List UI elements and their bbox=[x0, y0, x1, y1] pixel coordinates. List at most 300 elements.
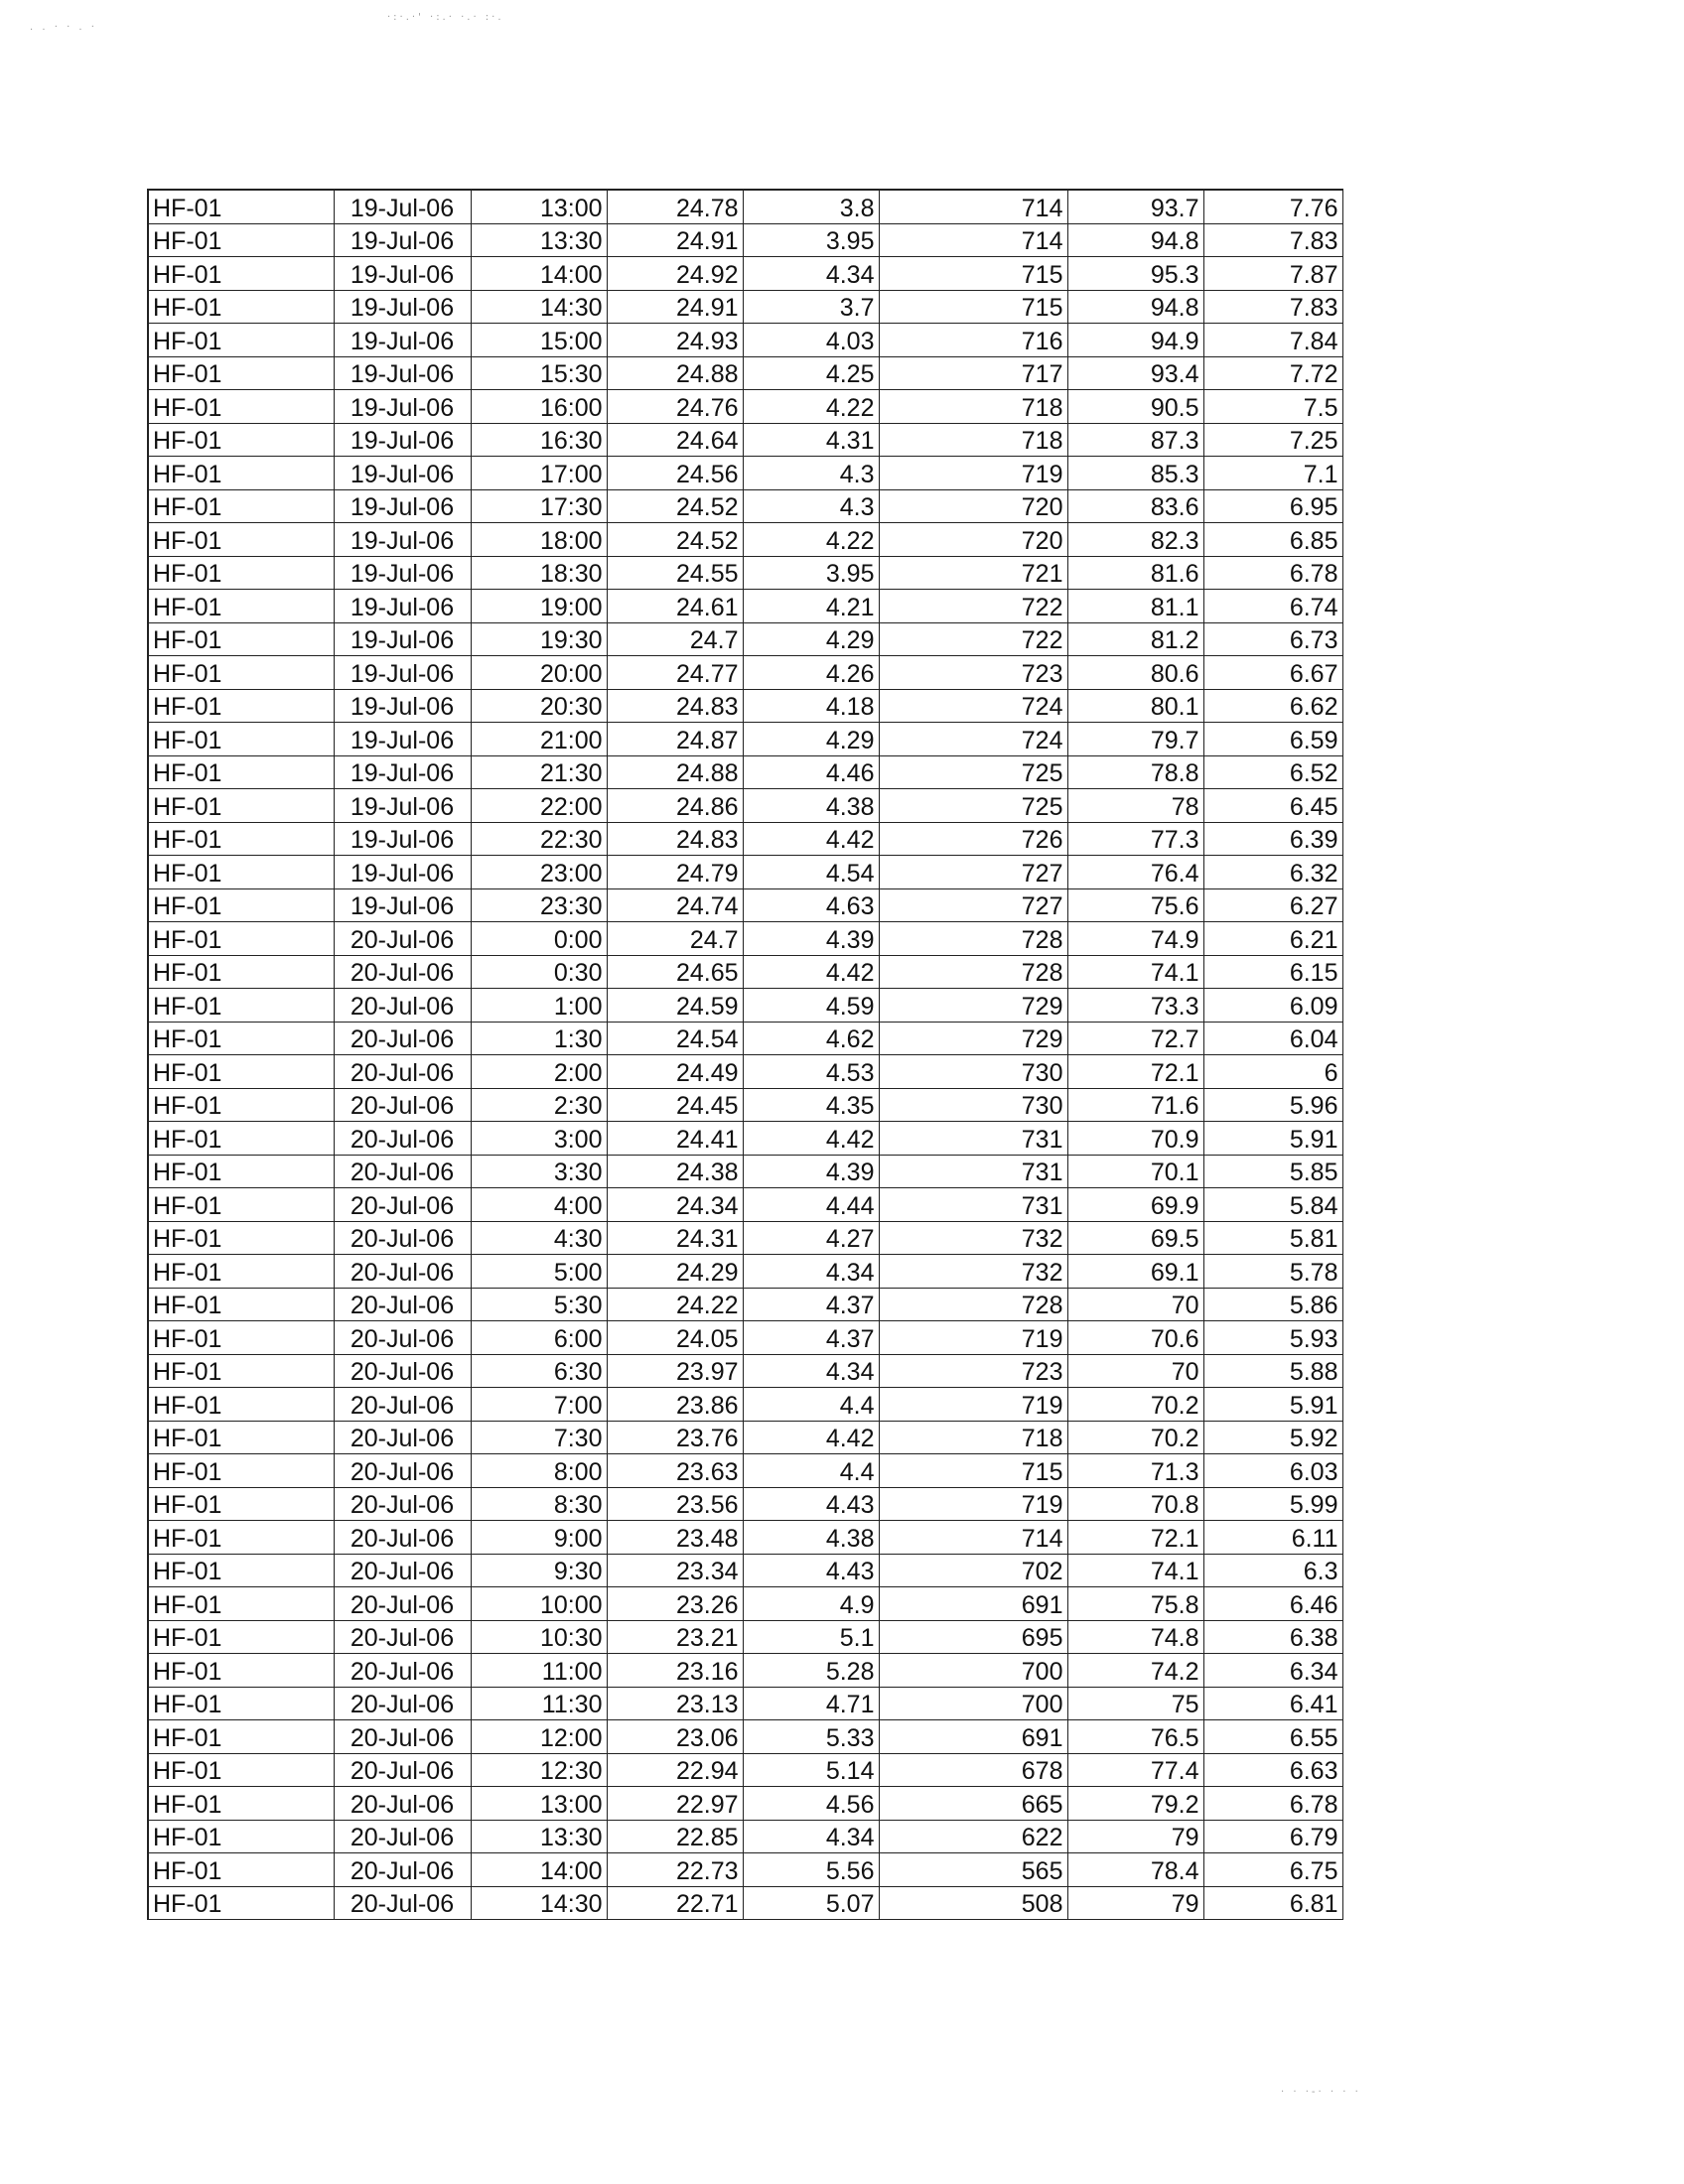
date-cell: 19-Jul-06 bbox=[334, 423, 471, 457]
value-5-cell: 5.99 bbox=[1203, 1487, 1342, 1521]
value-3-cell: 731 bbox=[879, 1188, 1067, 1222]
station-id-cell: HF-01 bbox=[148, 1554, 334, 1587]
value-2-cell: 4.56 bbox=[743, 1787, 879, 1821]
value-4-cell: 69.5 bbox=[1067, 1221, 1203, 1255]
value-1-cell: 23.76 bbox=[607, 1421, 743, 1454]
value-5-cell: 5.81 bbox=[1203, 1221, 1342, 1255]
value-5-cell: 5.92 bbox=[1203, 1421, 1342, 1454]
value-3-cell: 730 bbox=[879, 1055, 1067, 1089]
date-cell: 19-Jul-06 bbox=[334, 356, 471, 390]
value-2-cell: 4.43 bbox=[743, 1554, 879, 1587]
value-3-cell: 724 bbox=[879, 689, 1067, 723]
table-row bbox=[148, 390, 1342, 424]
value-1-cell: 24.87 bbox=[607, 723, 743, 756]
table-row bbox=[148, 622, 1342, 656]
value-3-cell: 717 bbox=[879, 356, 1067, 390]
value-1-cell: 22.73 bbox=[607, 1853, 743, 1887]
value-2-cell: 4.4 bbox=[743, 1454, 879, 1488]
value-3-cell: 731 bbox=[879, 1155, 1067, 1188]
value-4-cell: 70.2 bbox=[1067, 1388, 1203, 1422]
value-2-cell: 4.42 bbox=[743, 822, 879, 856]
value-1-cell: 23.34 bbox=[607, 1554, 743, 1587]
value-4-cell: 80.6 bbox=[1067, 656, 1203, 690]
date-cell: 19-Jul-06 bbox=[334, 689, 471, 723]
value-3-cell: 732 bbox=[879, 1221, 1067, 1255]
station-id-cell: HF-01 bbox=[148, 1753, 334, 1787]
value-3-cell: 716 bbox=[879, 324, 1067, 357]
value-3-cell: 715 bbox=[879, 290, 1067, 324]
value-5-cell: 6.41 bbox=[1203, 1687, 1342, 1720]
value-4-cell: 70.9 bbox=[1067, 1122, 1203, 1156]
value-2-cell: 4.37 bbox=[743, 1321, 879, 1355]
time-cell: 16:00 bbox=[471, 390, 607, 424]
station-id-cell: HF-01 bbox=[148, 822, 334, 856]
date-cell: 20-Jul-06 bbox=[334, 922, 471, 956]
value-1-cell: 24.88 bbox=[607, 755, 743, 789]
value-2-cell: 4.46 bbox=[743, 755, 879, 789]
value-1-cell: 24.79 bbox=[607, 856, 743, 889]
time-cell: 2:00 bbox=[471, 1055, 607, 1089]
value-5-cell: 6.62 bbox=[1203, 689, 1342, 723]
date-cell: 19-Jul-06 bbox=[334, 489, 471, 523]
value-3-cell: 725 bbox=[879, 755, 1067, 789]
value-2-cell: 5.28 bbox=[743, 1654, 879, 1688]
table-row bbox=[148, 856, 1342, 889]
value-5-cell: 6 bbox=[1203, 1055, 1342, 1089]
time-cell: 13:30 bbox=[471, 223, 607, 257]
value-2-cell: 4.25 bbox=[743, 356, 879, 390]
table-row bbox=[148, 1155, 1342, 1188]
value-2-cell: 4.22 bbox=[743, 390, 879, 424]
value-4-cell: 78.4 bbox=[1067, 1853, 1203, 1887]
value-1-cell: 24.52 bbox=[607, 523, 743, 557]
time-cell: 4:00 bbox=[471, 1188, 607, 1222]
station-id-cell: HF-01 bbox=[148, 324, 334, 357]
table-row bbox=[148, 1554, 1342, 1587]
value-5-cell: 6.34 bbox=[1203, 1654, 1342, 1688]
time-cell: 0:00 bbox=[471, 922, 607, 956]
value-3-cell: 726 bbox=[879, 822, 1067, 856]
value-4-cell: 70.6 bbox=[1067, 1321, 1203, 1355]
value-3-cell: 725 bbox=[879, 789, 1067, 823]
table-row bbox=[148, 1055, 1342, 1089]
table-row bbox=[148, 888, 1342, 922]
value-2-cell: 4.62 bbox=[743, 1022, 879, 1055]
station-id-cell: HF-01 bbox=[148, 622, 334, 656]
value-2-cell: 5.14 bbox=[743, 1753, 879, 1787]
station-id-cell: HF-01 bbox=[148, 656, 334, 690]
station-id-cell: HF-01 bbox=[148, 523, 334, 557]
value-5-cell: 6.03 bbox=[1203, 1454, 1342, 1488]
value-2-cell: 4.44 bbox=[743, 1188, 879, 1222]
table-row bbox=[148, 1255, 1342, 1289]
value-4-cell: 76.4 bbox=[1067, 856, 1203, 889]
value-1-cell: 23.56 bbox=[607, 1487, 743, 1521]
value-3-cell: 702 bbox=[879, 1554, 1067, 1587]
station-id-cell: HF-01 bbox=[148, 390, 334, 424]
station-id-cell: HF-01 bbox=[148, 689, 334, 723]
value-1-cell: 24.29 bbox=[607, 1255, 743, 1289]
table-row bbox=[148, 723, 1342, 756]
value-1-cell: 23.21 bbox=[607, 1620, 743, 1654]
value-3-cell: 718 bbox=[879, 423, 1067, 457]
table-row bbox=[148, 257, 1342, 291]
station-id-cell: HF-01 bbox=[148, 1421, 334, 1454]
value-5-cell: 5.88 bbox=[1203, 1354, 1342, 1388]
value-1-cell: 24.49 bbox=[607, 1055, 743, 1089]
table-row bbox=[148, 1421, 1342, 1454]
value-4-cell: 82.3 bbox=[1067, 523, 1203, 557]
value-1-cell: 24.83 bbox=[607, 822, 743, 856]
value-2-cell: 4.3 bbox=[743, 457, 879, 490]
value-2-cell: 4.42 bbox=[743, 955, 879, 989]
value-1-cell: 23.26 bbox=[607, 1587, 743, 1621]
value-3-cell: 720 bbox=[879, 489, 1067, 523]
value-3-cell: 719 bbox=[879, 457, 1067, 490]
table-row bbox=[148, 324, 1342, 357]
date-cell: 19-Jul-06 bbox=[334, 390, 471, 424]
time-cell: 14:00 bbox=[471, 257, 607, 291]
value-2-cell: 5.1 bbox=[743, 1620, 879, 1654]
value-4-cell: 72.1 bbox=[1067, 1521, 1203, 1555]
date-cell: 20-Jul-06 bbox=[334, 1753, 471, 1787]
date-cell: 20-Jul-06 bbox=[334, 1321, 471, 1355]
scan-noise: ·:·.·' ·:.· ·.· :·. bbox=[387, 12, 504, 23]
time-cell: 23:30 bbox=[471, 888, 607, 922]
table-row bbox=[148, 822, 1342, 856]
date-cell: 20-Jul-06 bbox=[334, 1654, 471, 1688]
value-5-cell: 7.25 bbox=[1203, 423, 1342, 457]
station-id-cell: HF-01 bbox=[148, 1122, 334, 1156]
date-cell: 20-Jul-06 bbox=[334, 1886, 471, 1920]
date-cell: 19-Jul-06 bbox=[334, 556, 471, 590]
time-cell: 11:00 bbox=[471, 1654, 607, 1688]
date-cell: 20-Jul-06 bbox=[334, 1088, 471, 1122]
value-1-cell: 24.52 bbox=[607, 489, 743, 523]
value-2-cell: 3.95 bbox=[743, 223, 879, 257]
value-5-cell: 6.45 bbox=[1203, 789, 1342, 823]
time-cell: 7:30 bbox=[471, 1421, 607, 1454]
station-id-cell: HF-01 bbox=[148, 723, 334, 756]
value-3-cell: 665 bbox=[879, 1787, 1067, 1821]
table-row bbox=[148, 1321, 1342, 1355]
value-3-cell: 719 bbox=[879, 1388, 1067, 1422]
table-row bbox=[148, 356, 1342, 390]
value-2-cell: 4.59 bbox=[743, 989, 879, 1023]
value-1-cell: 24.91 bbox=[607, 290, 743, 324]
table-row bbox=[148, 1587, 1342, 1621]
station-id-cell: HF-01 bbox=[148, 1787, 334, 1821]
value-3-cell: 622 bbox=[879, 1820, 1067, 1853]
time-cell: 3:30 bbox=[471, 1155, 607, 1188]
time-cell: 3:00 bbox=[471, 1122, 607, 1156]
table-row bbox=[148, 457, 1342, 490]
value-1-cell: 22.71 bbox=[607, 1886, 743, 1920]
time-cell: 20:30 bbox=[471, 689, 607, 723]
station-id-cell: HF-01 bbox=[148, 1321, 334, 1355]
value-5-cell: 7.1 bbox=[1203, 457, 1342, 490]
date-cell: 20-Jul-06 bbox=[334, 1687, 471, 1720]
value-5-cell: 6.95 bbox=[1203, 489, 1342, 523]
table-row bbox=[148, 1620, 1342, 1654]
value-4-cell: 95.3 bbox=[1067, 257, 1203, 291]
time-cell: 19:30 bbox=[471, 622, 607, 656]
value-4-cell: 72.1 bbox=[1067, 1055, 1203, 1089]
value-1-cell: 24.45 bbox=[607, 1088, 743, 1122]
value-5-cell: 6.11 bbox=[1203, 1521, 1342, 1555]
table-row bbox=[148, 1354, 1342, 1388]
table-row bbox=[148, 689, 1342, 723]
value-5-cell: 6.74 bbox=[1203, 590, 1342, 623]
value-2-cell: 4.43 bbox=[743, 1487, 879, 1521]
value-5-cell: 6.85 bbox=[1203, 523, 1342, 557]
value-1-cell: 24.22 bbox=[607, 1288, 743, 1321]
date-cell: 20-Jul-06 bbox=[334, 1820, 471, 1853]
value-2-cell: 5.33 bbox=[743, 1720, 879, 1754]
date-cell: 19-Jul-06 bbox=[334, 523, 471, 557]
value-3-cell: 718 bbox=[879, 1421, 1067, 1454]
value-4-cell: 93.7 bbox=[1067, 190, 1203, 223]
value-4-cell: 94.9 bbox=[1067, 324, 1203, 357]
value-3-cell: 729 bbox=[879, 1022, 1067, 1055]
value-5-cell: 6.09 bbox=[1203, 989, 1342, 1023]
value-2-cell: 4.26 bbox=[743, 656, 879, 690]
date-cell: 20-Jul-06 bbox=[334, 1620, 471, 1654]
value-5-cell: 6.32 bbox=[1203, 856, 1342, 889]
table-row bbox=[148, 1188, 1342, 1222]
station-id-cell: HF-01 bbox=[148, 356, 334, 390]
value-3-cell: 724 bbox=[879, 723, 1067, 756]
time-cell: 5:30 bbox=[471, 1288, 607, 1321]
value-2-cell: 4.54 bbox=[743, 856, 879, 889]
station-id-cell: HF-01 bbox=[148, 1055, 334, 1089]
station-id-cell: HF-01 bbox=[148, 1886, 334, 1920]
value-5-cell: 7.76 bbox=[1203, 190, 1342, 223]
table-row bbox=[148, 1787, 1342, 1821]
value-3-cell: 714 bbox=[879, 223, 1067, 257]
station-id-cell: HF-01 bbox=[148, 1155, 334, 1188]
table-body bbox=[148, 190, 1342, 1920]
station-id-cell: HF-01 bbox=[148, 1820, 334, 1853]
value-1-cell: 22.97 bbox=[607, 1787, 743, 1821]
value-5-cell: 5.96 bbox=[1203, 1088, 1342, 1122]
value-4-cell: 83.6 bbox=[1067, 489, 1203, 523]
value-5-cell: 6.79 bbox=[1203, 1820, 1342, 1853]
value-2-cell: 4.42 bbox=[743, 1421, 879, 1454]
table-row bbox=[148, 1753, 1342, 1787]
table-row bbox=[148, 989, 1342, 1023]
date-cell: 19-Jul-06 bbox=[334, 789, 471, 823]
value-2-cell: 4.37 bbox=[743, 1288, 879, 1321]
date-cell: 19-Jul-06 bbox=[334, 324, 471, 357]
value-1-cell: 24.88 bbox=[607, 356, 743, 390]
date-cell: 20-Jul-06 bbox=[334, 1055, 471, 1089]
time-cell: 2:30 bbox=[471, 1088, 607, 1122]
time-cell: 16:30 bbox=[471, 423, 607, 457]
station-id-cell: HF-01 bbox=[148, 457, 334, 490]
time-cell: 21:00 bbox=[471, 723, 607, 756]
table-row bbox=[148, 922, 1342, 956]
table-row bbox=[148, 656, 1342, 690]
station-id-cell: HF-01 bbox=[148, 290, 334, 324]
date-cell: 19-Jul-06 bbox=[334, 888, 471, 922]
time-cell: 9:00 bbox=[471, 1521, 607, 1555]
station-id-cell: HF-01 bbox=[148, 1521, 334, 1555]
station-id-cell: HF-01 bbox=[148, 955, 334, 989]
value-2-cell: 4.21 bbox=[743, 590, 879, 623]
value-3-cell: 678 bbox=[879, 1753, 1067, 1787]
value-3-cell: 727 bbox=[879, 856, 1067, 889]
value-1-cell: 23.63 bbox=[607, 1454, 743, 1488]
value-4-cell: 87.3 bbox=[1067, 423, 1203, 457]
table-row bbox=[148, 1022, 1342, 1055]
value-2-cell: 3.7 bbox=[743, 290, 879, 324]
value-1-cell: 24.34 bbox=[607, 1188, 743, 1222]
value-4-cell: 78.8 bbox=[1067, 755, 1203, 789]
value-1-cell: 24.7 bbox=[607, 922, 743, 956]
value-2-cell: 4.38 bbox=[743, 789, 879, 823]
value-4-cell: 94.8 bbox=[1067, 223, 1203, 257]
value-5-cell: 6.63 bbox=[1203, 1753, 1342, 1787]
value-1-cell: 24.64 bbox=[607, 423, 743, 457]
value-2-cell: 4.34 bbox=[743, 1354, 879, 1388]
value-5-cell: 5.78 bbox=[1203, 1255, 1342, 1289]
value-2-cell: 4.34 bbox=[743, 257, 879, 291]
table-row bbox=[148, 755, 1342, 789]
value-3-cell: 732 bbox=[879, 1255, 1067, 1289]
station-id-cell: HF-01 bbox=[148, 888, 334, 922]
date-cell: 19-Jul-06 bbox=[334, 822, 471, 856]
time-cell: 11:30 bbox=[471, 1687, 607, 1720]
value-5-cell: 6.59 bbox=[1203, 723, 1342, 756]
time-cell: 9:30 bbox=[471, 1554, 607, 1587]
value-1-cell: 24.77 bbox=[607, 656, 743, 690]
date-cell: 20-Jul-06 bbox=[334, 1221, 471, 1255]
value-5-cell: 6.52 bbox=[1203, 755, 1342, 789]
station-id-cell: HF-01 bbox=[148, 423, 334, 457]
value-5-cell: 7.87 bbox=[1203, 257, 1342, 291]
value-5-cell: 6.78 bbox=[1203, 1787, 1342, 1821]
value-3-cell: 720 bbox=[879, 523, 1067, 557]
date-cell: 20-Jul-06 bbox=[334, 1155, 471, 1188]
value-5-cell: 5.91 bbox=[1203, 1122, 1342, 1156]
date-cell: 20-Jul-06 bbox=[334, 1122, 471, 1156]
value-5-cell: 7.84 bbox=[1203, 324, 1342, 357]
value-4-cell: 74.2 bbox=[1067, 1654, 1203, 1688]
value-3-cell: 715 bbox=[879, 1454, 1067, 1488]
value-4-cell: 77.4 bbox=[1067, 1753, 1203, 1787]
table-row bbox=[148, 955, 1342, 989]
value-2-cell: 4.31 bbox=[743, 423, 879, 457]
date-cell: 19-Jul-06 bbox=[334, 755, 471, 789]
value-4-cell: 69.9 bbox=[1067, 1188, 1203, 1222]
value-5-cell: 6.55 bbox=[1203, 1720, 1342, 1754]
station-id-cell: HF-01 bbox=[148, 1255, 334, 1289]
date-cell: 20-Jul-06 bbox=[334, 1421, 471, 1454]
table-row bbox=[148, 190, 1342, 223]
value-4-cell: 75 bbox=[1067, 1687, 1203, 1720]
value-2-cell: 4.27 bbox=[743, 1221, 879, 1255]
value-1-cell: 23.06 bbox=[607, 1720, 743, 1754]
value-4-cell: 70.2 bbox=[1067, 1421, 1203, 1454]
value-1-cell: 24.7 bbox=[607, 622, 743, 656]
value-3-cell: 691 bbox=[879, 1720, 1067, 1754]
value-1-cell: 24.91 bbox=[607, 223, 743, 257]
date-cell: 20-Jul-06 bbox=[334, 1521, 471, 1555]
table-row bbox=[148, 556, 1342, 590]
value-4-cell: 72.7 bbox=[1067, 1022, 1203, 1055]
station-id-cell: HF-01 bbox=[148, 223, 334, 257]
time-cell: 6:30 bbox=[471, 1354, 607, 1388]
date-cell: 19-Jul-06 bbox=[334, 622, 471, 656]
time-cell: 13:00 bbox=[471, 1787, 607, 1821]
value-5-cell: 6.39 bbox=[1203, 822, 1342, 856]
value-1-cell: 24.93 bbox=[607, 324, 743, 357]
value-1-cell: 24.86 bbox=[607, 789, 743, 823]
value-5-cell: 5.93 bbox=[1203, 1321, 1342, 1355]
value-4-cell: 85.3 bbox=[1067, 457, 1203, 490]
date-cell: 20-Jul-06 bbox=[334, 1188, 471, 1222]
value-1-cell: 22.85 bbox=[607, 1820, 743, 1853]
value-5-cell: 7.5 bbox=[1203, 390, 1342, 424]
table-row bbox=[148, 223, 1342, 257]
value-1-cell: 24.74 bbox=[607, 888, 743, 922]
value-5-cell: 5.84 bbox=[1203, 1188, 1342, 1222]
value-4-cell: 75.8 bbox=[1067, 1587, 1203, 1621]
table-row bbox=[148, 423, 1342, 457]
value-3-cell: 714 bbox=[879, 190, 1067, 223]
value-3-cell: 728 bbox=[879, 955, 1067, 989]
station-id-cell: HF-01 bbox=[148, 1487, 334, 1521]
date-cell: 19-Jul-06 bbox=[334, 257, 471, 291]
time-cell: 21:30 bbox=[471, 755, 607, 789]
table-row bbox=[148, 1820, 1342, 1853]
table-row bbox=[148, 523, 1342, 557]
value-3-cell: 722 bbox=[879, 590, 1067, 623]
station-id-cell: HF-01 bbox=[148, 489, 334, 523]
date-cell: 20-Jul-06 bbox=[334, 1487, 471, 1521]
table-row bbox=[148, 1221, 1342, 1255]
table-row bbox=[148, 1886, 1342, 1920]
value-5-cell: 6.38 bbox=[1203, 1620, 1342, 1654]
date-cell: 19-Jul-06 bbox=[334, 290, 471, 324]
time-cell: 13:30 bbox=[471, 1820, 607, 1853]
time-cell: 7:00 bbox=[471, 1388, 607, 1422]
value-4-cell: 79.2 bbox=[1067, 1787, 1203, 1821]
value-4-cell: 75.6 bbox=[1067, 888, 1203, 922]
value-1-cell: 24.61 bbox=[607, 590, 743, 623]
value-4-cell: 74.8 bbox=[1067, 1620, 1203, 1654]
time-cell: 14:30 bbox=[471, 1886, 607, 1920]
time-cell: 1:30 bbox=[471, 1022, 607, 1055]
value-5-cell: 7.83 bbox=[1203, 290, 1342, 324]
value-4-cell: 74.1 bbox=[1067, 1554, 1203, 1587]
date-cell: 20-Jul-06 bbox=[334, 955, 471, 989]
value-5-cell: 6.75 bbox=[1203, 1853, 1342, 1887]
value-1-cell: 23.97 bbox=[607, 1354, 743, 1388]
date-cell: 19-Jul-06 bbox=[334, 190, 471, 223]
value-4-cell: 78 bbox=[1067, 789, 1203, 823]
value-2-cell: 4.9 bbox=[743, 1587, 879, 1621]
value-4-cell: 70.8 bbox=[1067, 1487, 1203, 1521]
value-3-cell: 719 bbox=[879, 1487, 1067, 1521]
table-row bbox=[148, 1487, 1342, 1521]
table-row bbox=[148, 489, 1342, 523]
value-1-cell: 24.38 bbox=[607, 1155, 743, 1188]
station-id-cell: HF-01 bbox=[148, 1022, 334, 1055]
value-1-cell: 24.55 bbox=[607, 556, 743, 590]
station-id-cell: HF-01 bbox=[148, 590, 334, 623]
